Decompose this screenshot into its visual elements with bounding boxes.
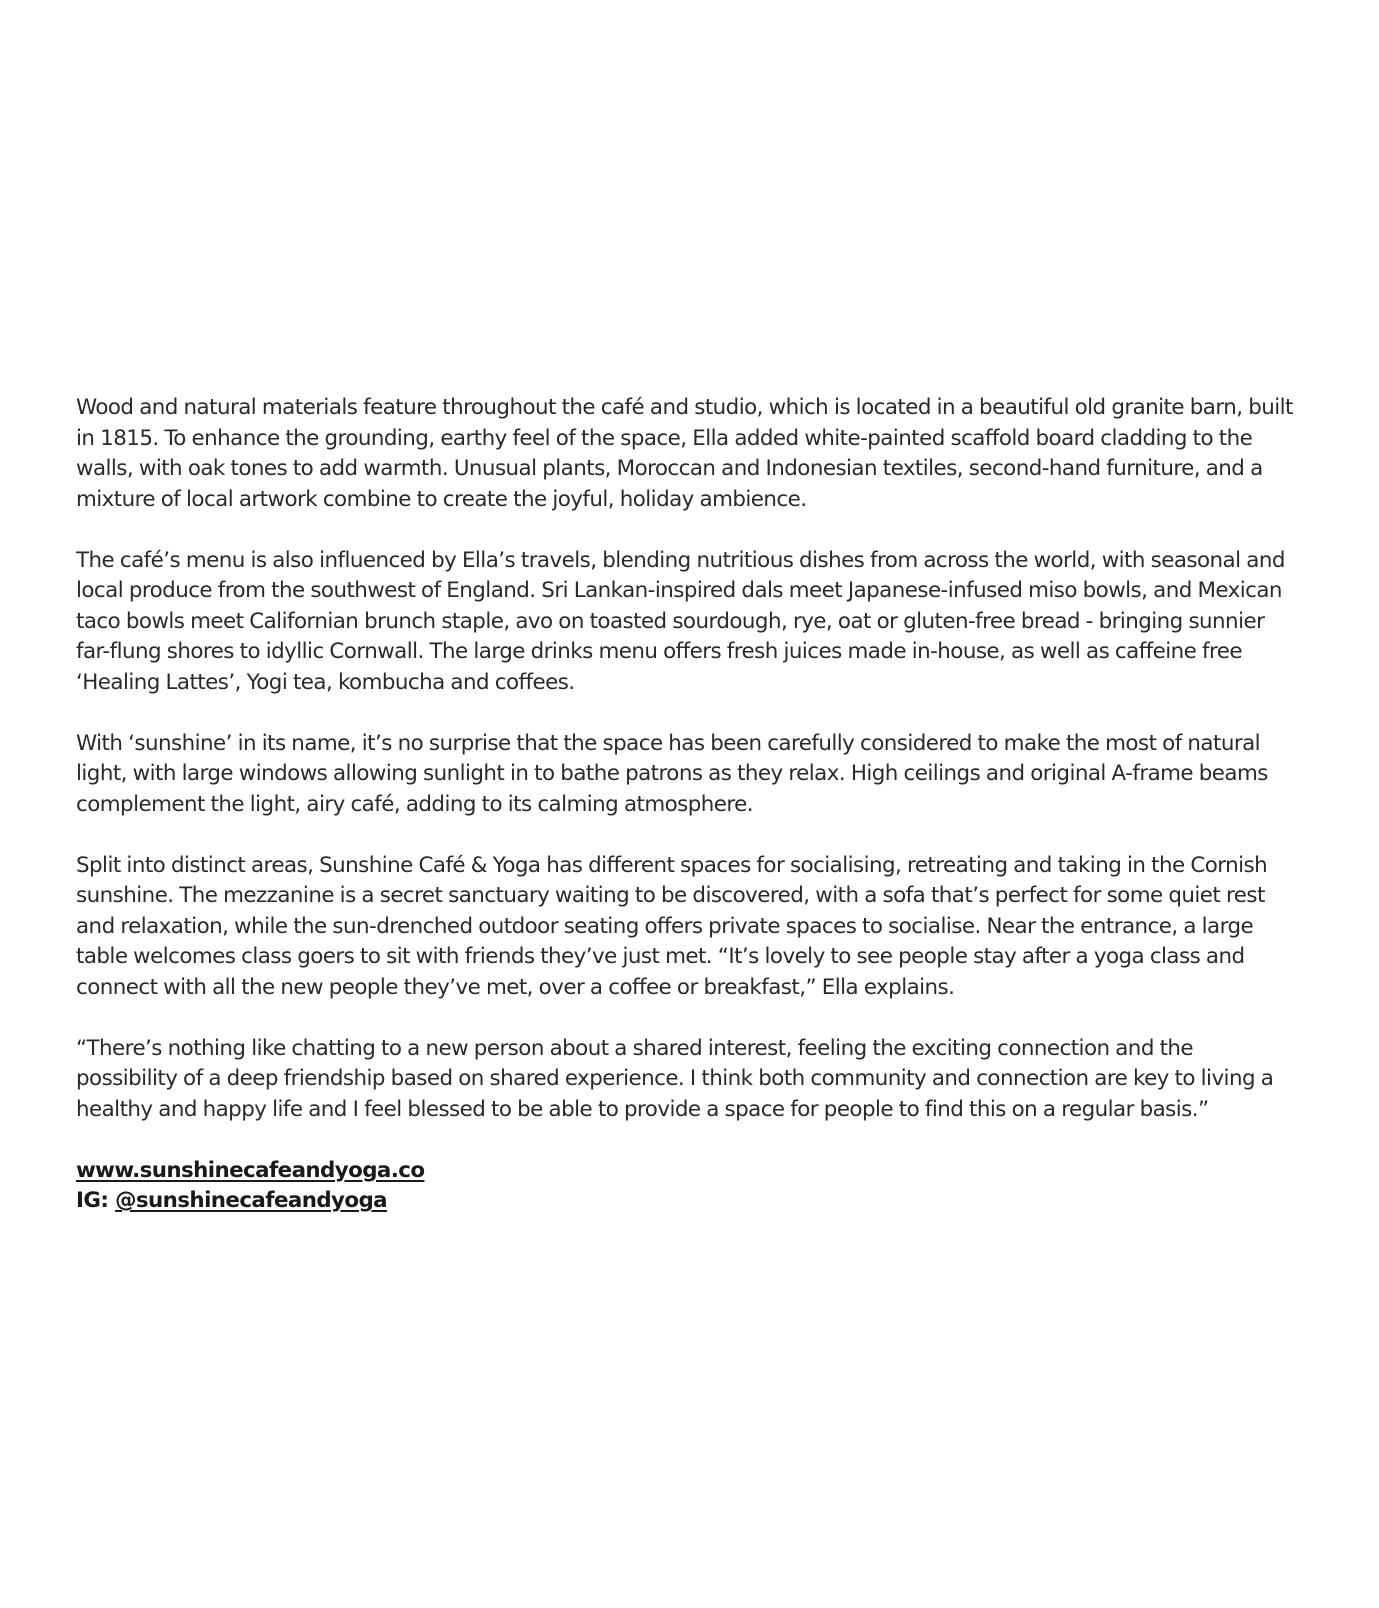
article-body: [76, 393, 1298, 1217]
paragraph-light: With ‘sunshine’ in its name, it’s no surprise that the space has been carefully considered to make the most of natural light, with large windows allowing sunlight in to bathe patrons as they relax. High ceilings and original A-frame beams complement the light, airy café, adding to its calming atmosphere.: [76, 730, 1268, 817]
website-link[interactable]: www.sunshinecafeandyoga.co: [76, 1157, 425, 1183]
paragraph-materials: Wood and natural materials feature throughout the café and studio, which is located in a beautiful old granite barn, built in 1815. To enhance the grounding, earthy feel of the space, Ella added white-painted scaffold board cladding to the walls, with oak tones to add warmth. Unusual plants, Moroccan and Indonesian textiles, second-hand furniture, and a mixture of local artwork combine to create the joyful, holiday ambience.: [76, 395, 1293, 512]
website-line: [76, 1156, 1298, 1187]
paragraph-menu: The café’s menu is also influenced by Ella’s travels, blending nutritious dishes from across the world, with seasonal and local produce from the southwest of England. Sri Lankan-inspired dals meet Japanese-infused miso bowls, and Mexican taco bowls meet Californian brunch staple, avo on toasted sourdough, rye, oat or gluten-free bread - bringing sunnier far-flung shores to idyllic Cornwall. The large drinks menu offers fresh juices made in-house, as well as caffeine free ‘Healing Lattes’, Yogi tea, kombucha and coffees.: [76, 547, 1285, 695]
instagram-handle-link[interactable]: @sunshinecafeandyoga: [115, 1188, 388, 1213]
paragraph-spaces: Split into distinct areas, Sunshine Café & Yoga has different spaces for socialising, retreating and taking in the Cornish sunshine. The mezzanine is a secret sanctuary waiting to be discovered, with a sofa that’s perfect for some quiet rest and relaxation, while the sun-drenched outdoor seating offers private spaces to socialise. Near the entrance, a large table welcomes class goers to sit with friends they’ve just met. “It’s lovely to see people stay after a yoga class and connect with all the new people they’ve met, over a coffee or breakfast,” Ella explains.: [76, 852, 1268, 1000]
instagram-label: IG:: [76, 1188, 116, 1213]
contact-links: [76, 1156, 1298, 1217]
instagram-line: [76, 1186, 1298, 1217]
paragraph-quote: “There’s nothing like chatting to a new person about a shared interest, feeling the exciting connection and the possibility of a deep friendship based on shared experience. I think both community and connection are key to living a healthy and happy life and I feel blessed to be able to provide a space for people to find this on a regular basis.”: [76, 1035, 1274, 1122]
